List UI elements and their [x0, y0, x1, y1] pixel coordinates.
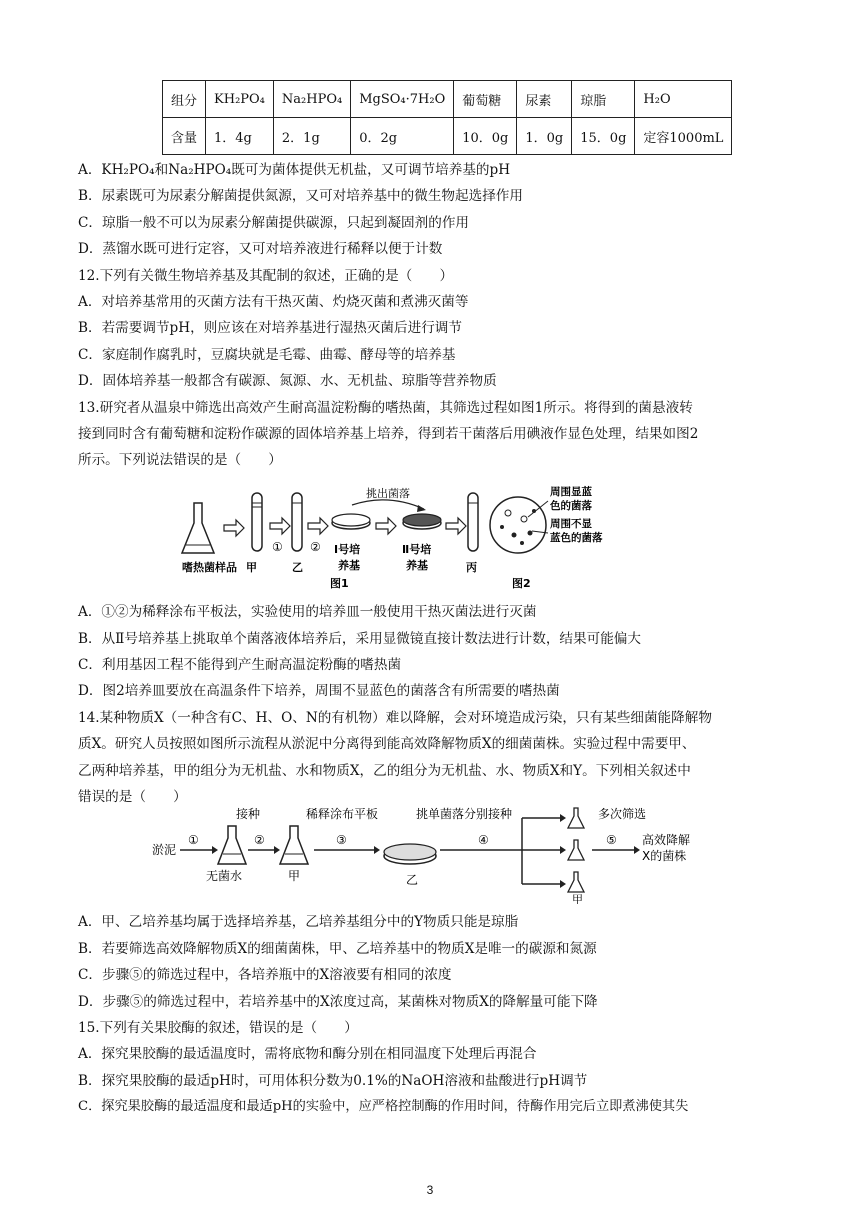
table-cell: 含量 [163, 118, 206, 155]
q13-option-a: A．①②为稀释涂布平板法，实验使用的培养皿一般使用干热灭菌法进行灭菌 [78, 604, 537, 620]
table-cell: 定容1000mL [635, 118, 732, 155]
q13-stem-line: 接到同时含有葡萄糖和淀粉作碳源的固体培养基上培养，得到若干菌落后用碘液作显色处理，结果如图2 [78, 426, 699, 442]
q14-option-c: C．步骤⑤的筛选过程中，各培养瓶中的X溶液要有相同的浓度 [78, 967, 452, 983]
q12-option-c: C．家庭制作腐乳时，豆腐块就是毛霉、曲霉、酵母等的培养基 [78, 347, 456, 363]
medium-label: 乙 [406, 873, 419, 887]
table-cell: KH₂PO₄ [206, 81, 274, 118]
table-cell: MgSO₄·7H₂O [351, 81, 454, 118]
medium-label: 甲 [572, 893, 583, 904]
arrow-icon [376, 518, 396, 534]
q13-stem-line: 13.研究者从温泉中筛选出高效产生耐高温淀粉酶的嗜热菌，其筛选过程如图1所示。将得到的菌悬液转 [78, 400, 693, 416]
q15-option-b: B．探究果胶酶的最适pH时，可用体积分数为0.1%的NaOH溶液和盐酸进行pH调节 [78, 1073, 588, 1089]
q14-stem-line: 质X。研究人员按照如图所示流程从淤泥中分离得到能高效降解物质X的细菌菌株。实验过程中需要甲、 [78, 736, 696, 752]
q12-option-d: D．固体培养基一般都含有碳源、氮源、水、无机盐、琼脂等营养物质 [78, 373, 497, 389]
q13-option-d: D．图2培养皿要放在高温条件下培养，周围不显蓝色的菌落含有所需要的嗜热菌 [78, 683, 560, 699]
flask-icon [568, 872, 584, 892]
sample-label: 嗜热菌样品 [182, 561, 237, 574]
dilute-spread-label: 稀释涂布平板 [306, 807, 379, 821]
flask-icon [218, 826, 246, 864]
step-label: ② [310, 540, 321, 554]
table-cell: H₂O [635, 81, 732, 118]
q14-option-b: B．若要筛选高效降解物质X的细菌菌株，甲、乙培养基中的物质X是唯一的碳源和氮源 [78, 941, 597, 957]
q13-stem-line: 所示。下列说法错误的是（ ） [78, 452, 282, 468]
pick-colony-label: 挑单菌落分别接种 [416, 807, 513, 821]
test-tube-icon [292, 493, 302, 551]
table-cell: 1．4g [206, 118, 274, 155]
tube-label: 丙 [466, 561, 477, 574]
medium-label: 甲 [288, 869, 301, 883]
table-cell: 1．0g [517, 118, 572, 155]
step-label: ④ [478, 833, 489, 847]
test-tube-icon [252, 493, 262, 551]
annotation-label: 周围显蓝 [550, 486, 592, 498]
arrow-icon [270, 518, 290, 534]
medium-label: 养基 [406, 559, 428, 572]
q15-stem: 15.下列有关果胶酶的叙述，错误的是（ ） [78, 1020, 358, 1036]
petri-dish-icon [490, 497, 546, 553]
mud-label: 淤泥 [152, 843, 177, 857]
step-label: ② [254, 833, 265, 847]
sterile-water-label: 无菌水 [206, 869, 243, 883]
inoculate-label: 接种 [236, 807, 261, 821]
q13-option-c: C．利用基因工程不能得到产生耐高温淀粉酶的嗜热菌 [78, 657, 402, 673]
table-cell: 2．1g [273, 118, 350, 155]
multiple-screening-label: 多次筛选 [598, 807, 647, 821]
table-cell: 0．2g [351, 118, 454, 155]
tube-label: 乙 [292, 561, 303, 574]
q11-option-a: A．KH₂PO₄和Na₂HPO₄既可为菌体提供无机盐，又可调节培养基的pH [78, 162, 511, 178]
q14-option-a: A．甲、乙培养基均属于选择培养基，乙培养基组分中的Y物质只能是琼脂 [78, 914, 519, 930]
medium-label: Ⅱ号培 [402, 543, 432, 556]
table-cell: 10．0g [454, 118, 517, 155]
table-cell: 15．0g [572, 118, 635, 155]
arrow-icon [224, 520, 244, 536]
arrow-icon [308, 518, 328, 534]
arrow-icon [352, 500, 424, 509]
result-label: 高效降解 [642, 833, 691, 847]
q13-figure [178, 483, 610, 593]
q13-option-b: B．从Ⅱ号培养基上挑取单个菌落液体培养后，采用显微镜直接计数法进行计数，结果可能偏大 [78, 631, 641, 647]
q12-stem: 12.下列有关微生物培养基及其配制的叙述，正确的是（ ） [78, 268, 454, 284]
flask-icon [568, 840, 584, 860]
q12-option-b: B．若需要调节pH，则应该在对培养基进行湿热灭菌后进行调节 [78, 320, 462, 336]
q15-option-a: A．探究果胶酶的最适温度时，需将底物和酶分别在相同温度下处理后再混合 [78, 1046, 537, 1062]
q14-option-d: D．步骤⑤的筛选过程中，若培养基中的X浓度过高，某菌株对物质X的降解量可能下降 [78, 994, 598, 1010]
step-label: ① [272, 540, 283, 554]
table-row-amounts [163, 118, 732, 155]
table-cell: 琼脂 [572, 81, 635, 118]
q14-stem-line: 14.某种物质X（一种含有C、H、O、N的有机物）难以降解，会对环境造成污染，只有某些细菌能降解物 [78, 710, 712, 726]
medium-label: 养基 [338, 559, 360, 572]
test-tube-icon [468, 493, 478, 551]
flask-icon [568, 808, 584, 828]
flask-icon [280, 826, 308, 864]
table-cell: 葡萄糖 [454, 81, 517, 118]
page-number: 3 [426, 1183, 434, 1197]
result-label: X的菌株 [642, 849, 687, 863]
table-cell: Na₂HPO₄ [273, 81, 350, 118]
table-row-components [163, 81, 732, 118]
annotation-label: 蓝色的菌落 [550, 532, 603, 544]
q14-stem-line: 乙两种培养基，甲的组分为无机盐、水和物质X，乙的组分为无机盐、水、物质X和Y。下列相关叙述中 [78, 763, 691, 779]
figure-caption: 图2 [512, 577, 531, 590]
q11-option-b: B．尿素既可为尿素分解菌提供氮源，又可对培养基中的微生物起选择作用 [78, 188, 523, 204]
pick-colony-label: 挑出菌落 [366, 487, 410, 500]
q12-option-a: A．对培养基常用的灭菌方法有干热灭菌、灼烧灭菌和煮沸灭菌等 [78, 294, 469, 310]
q11-option-c: C．琼脂一般不可以为尿素分解菌提供碳源，只起到凝固剂的作用 [78, 215, 470, 231]
step-label: ③ [336, 833, 347, 847]
table-cell: 组分 [163, 81, 206, 118]
medium-label: Ⅰ号培 [334, 543, 361, 556]
q14-figure [148, 804, 728, 904]
annotation-label: 色的菌落 [550, 500, 592, 512]
annotation-label: 周围不显 [550, 518, 592, 530]
q15-option-c: C．探究果胶酶的最适温度和最适pH的实验中，应严格控制酶的作用时间，待酶作用完后立即煮沸使其失 [78, 1099, 689, 1114]
step-label: ① [188, 833, 199, 847]
q11-option-d: D．蒸馏水既可进行定容，又可对培养液进行稀释以便于计数 [78, 241, 443, 257]
figure-caption: 图1 [330, 577, 349, 590]
q14-stem-line: 错误的是（ ） [78, 789, 187, 805]
tube-label: 甲 [246, 561, 257, 574]
arrow-icon [446, 518, 466, 534]
medium-composition-table [162, 80, 732, 155]
table-cell: 尿素 [517, 81, 572, 118]
step-label: ⑤ [606, 833, 617, 847]
